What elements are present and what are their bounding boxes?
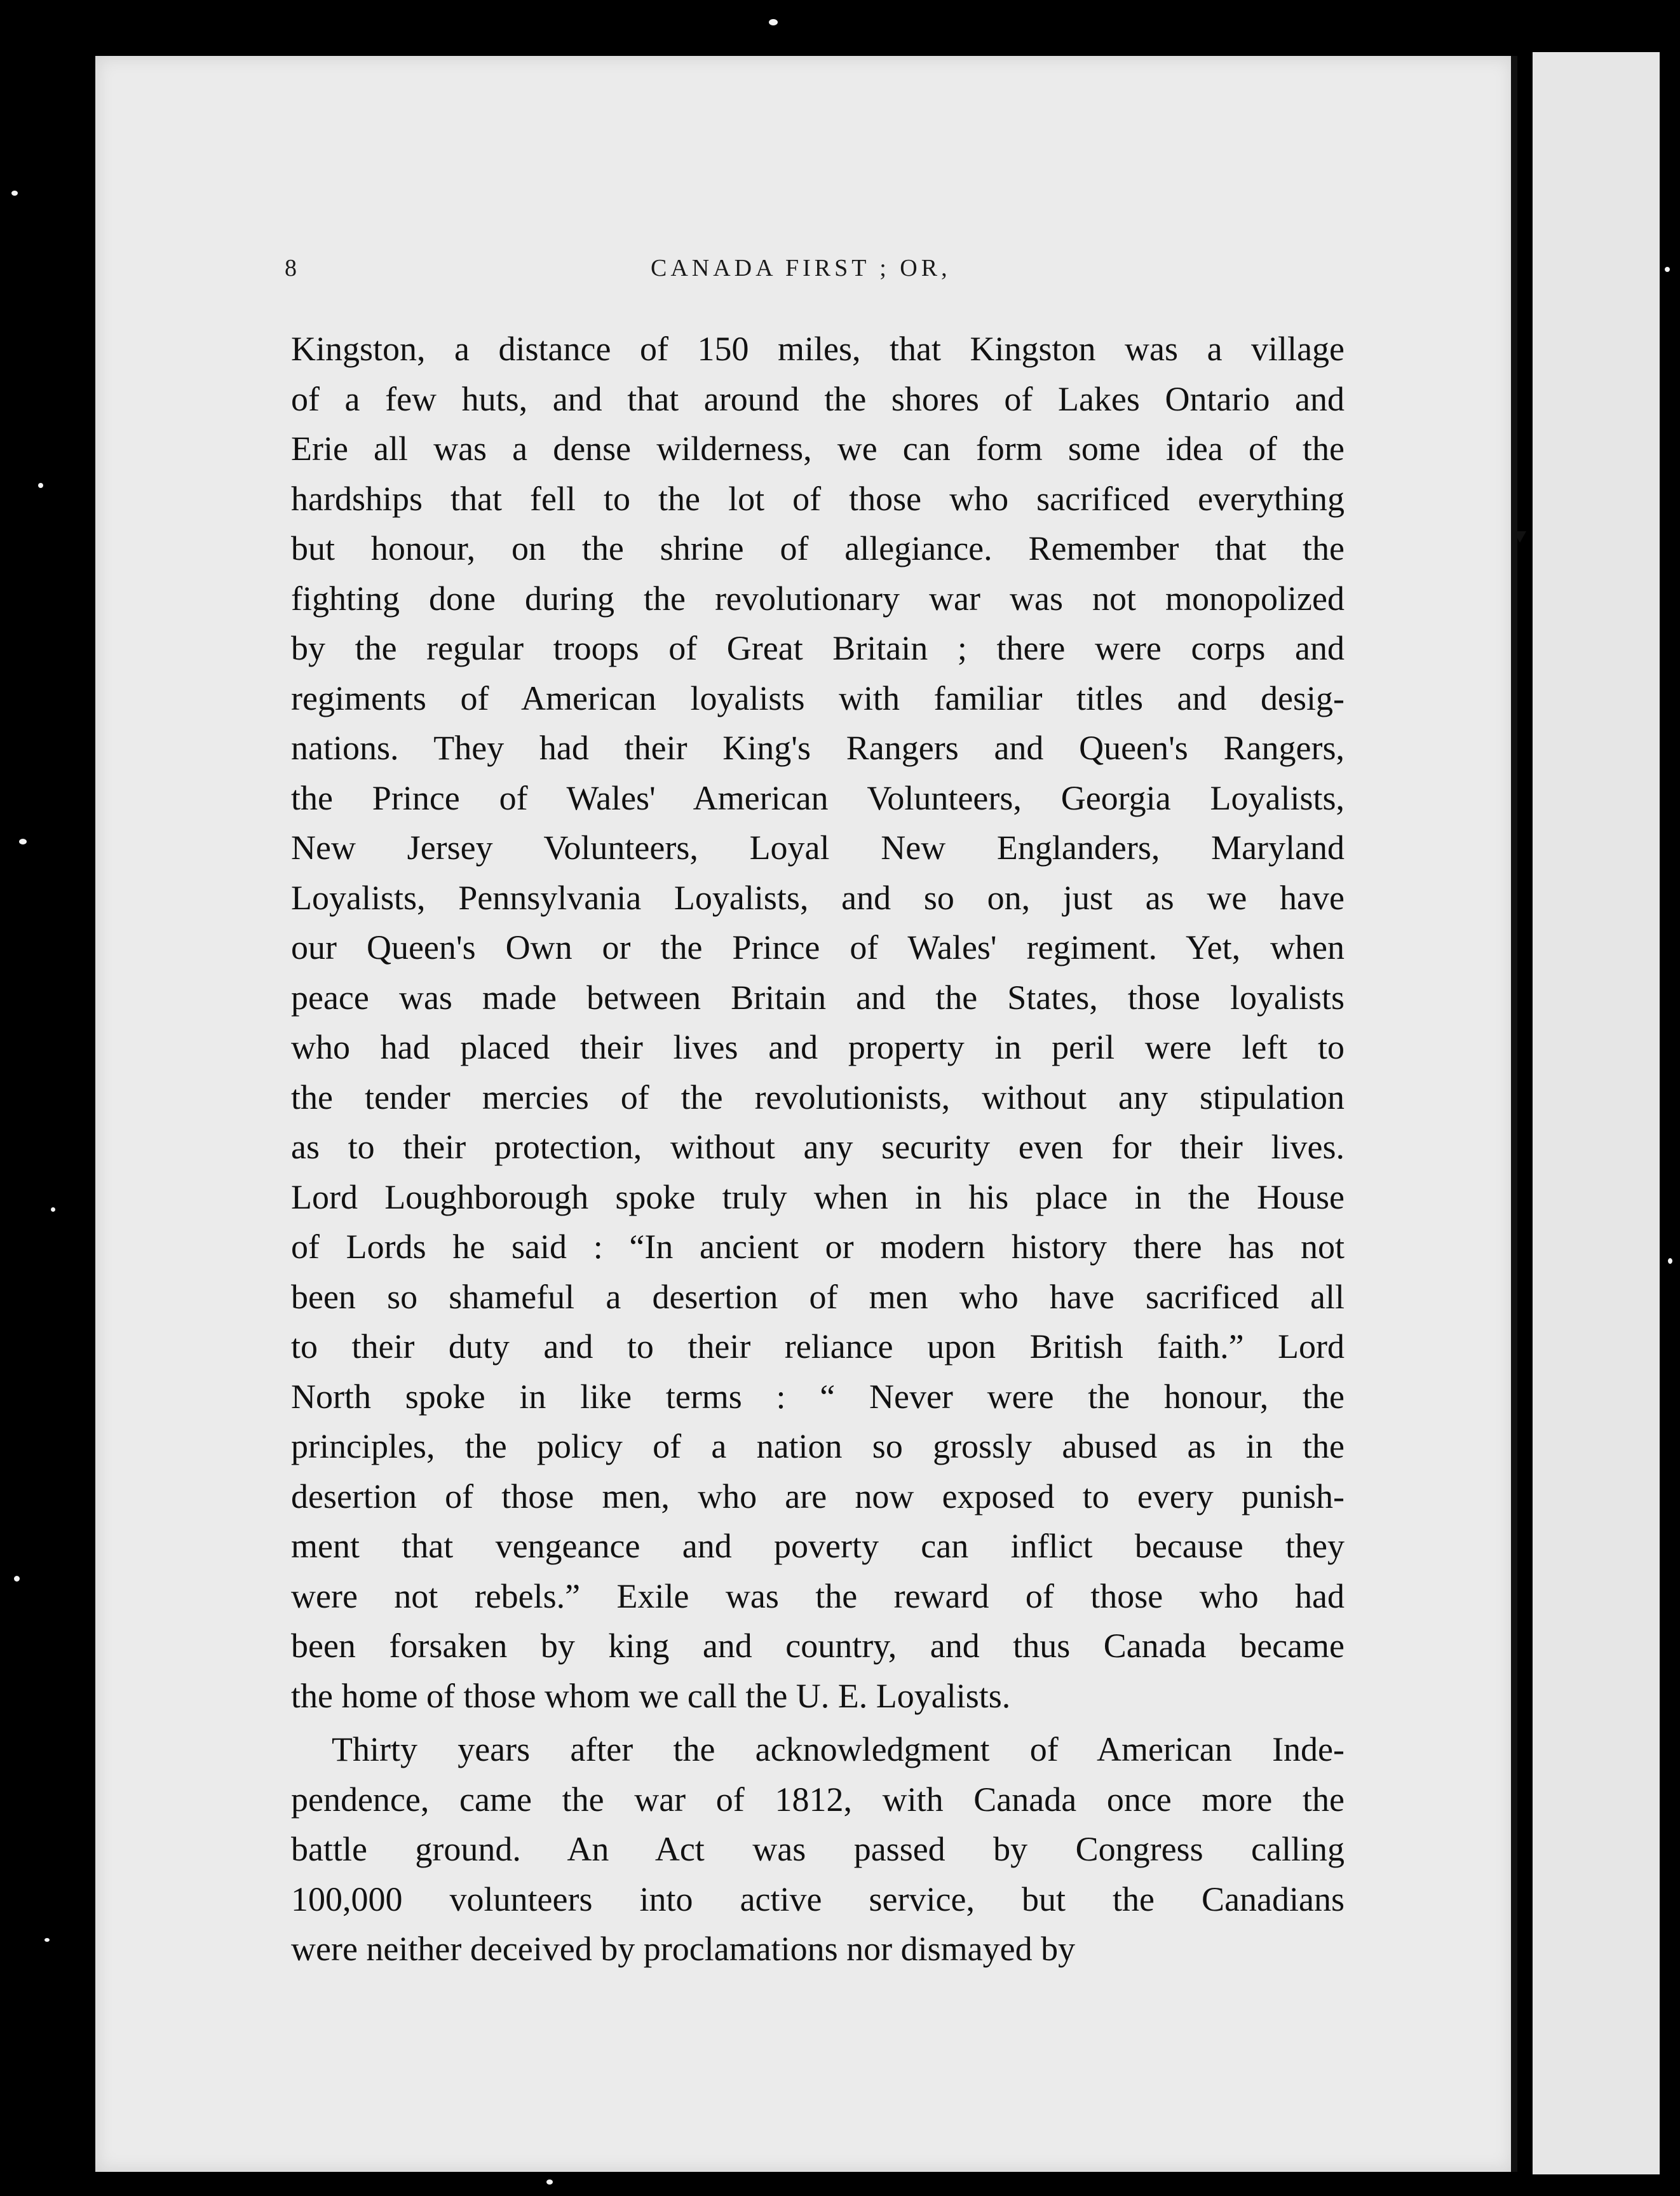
text-line: who had placed their lives and property in peril were left to — [291, 1028, 1345, 1066]
page-header — [285, 254, 1352, 299]
scan-speck — [546, 2179, 553, 2185]
text-line: peace was made between Britain and the States, those loyalists — [291, 978, 1345, 1017]
scan-speck — [38, 483, 43, 488]
scan-speck — [51, 1207, 55, 1212]
text-line: regiments of American loyalists with familiar titles and desig- — [291, 679, 1345, 717]
text-line: Lord Loughborough spoke truly when in his place in the House — [291, 1177, 1345, 1216]
scan-speck — [769, 19, 778, 25]
text-line: North spoke in like terms : “ Never were the honour, the — [291, 1377, 1345, 1416]
text-line: the Prince of Wales' American Volunteers, Georgia Loyalists, — [291, 778, 1345, 817]
text-line: by the regular troops of Great Britain ; there were corps and — [291, 629, 1345, 667]
text-line: desertion of those men, who are now exposed to every punish- — [291, 1477, 1345, 1515]
facing-page-edge — [1533, 52, 1660, 2174]
text-line: to their duty and to their reliance upon British faith.” Lord — [291, 1327, 1345, 1366]
text-line: hardships that fell to the lot of those who sacrificed everything — [291, 479, 1345, 518]
scan-speck — [14, 1576, 20, 1582]
text-line: were not rebels.” Exile was the reward of those who had — [291, 1576, 1345, 1615]
text-line: 100,000 volunteers into active service, but the Canadians — [291, 1880, 1345, 1918]
text-line: Thirty years after the acknowledgment of American Inde- — [332, 1730, 1345, 1768]
text-line: were neither deceived by proclamations nor dismayed by — [291, 1930, 1076, 1968]
text-line: principles, the policy of a nation so grossly abused as in the — [291, 1427, 1345, 1465]
text-line: battle ground. An Act was passed by Congress calling — [291, 1830, 1345, 1868]
paragraph — [291, 324, 1345, 1721]
text-line: been forsaken by king and country, and thus Canada became — [291, 1627, 1345, 1665]
text-line: as to their protection, without any security even for their lives. — [291, 1128, 1345, 1166]
scan-speck — [44, 1938, 50, 1942]
text-line: Erie all was a dense wilderness, we can form some idea of the — [291, 430, 1345, 468]
text-line: fighting done during the revolutionary war was not monopolized — [291, 579, 1345, 618]
text-line: but honour, on the shrine of allegiance. Remember that the — [291, 529, 1345, 567]
text-line: Kingston, a distance of 150 miles, that Kingston was a village — [291, 330, 1345, 368]
text-line: nations. They had their King's Rangers and Queen's Rangers, — [291, 729, 1345, 767]
running-head: CANADA FIRST ; OR, — [651, 255, 951, 281]
text-line: the home of those whom we call the U. E. Loyalists. — [291, 1676, 1011, 1715]
scan-speck — [19, 839, 27, 844]
scan-speck — [1665, 267, 1670, 272]
text-line: of Lords he said : “In ancient or modern history there has not — [291, 1228, 1345, 1266]
text-line: our Queen's Own or the Prince of Wales' regiment. Yet, when — [291, 928, 1345, 966]
body-text — [291, 324, 1345, 1974]
paragraph — [291, 1725, 1345, 1974]
scan-speck — [11, 191, 18, 196]
scan-speck — [1668, 1258, 1672, 1264]
text-line: been so shameful a desertion of men who have sacrificed all — [291, 1277, 1345, 1316]
gutter-mark — [1514, 531, 1526, 543]
text-line: ment that vengeance and poverty can inflict because they — [291, 1527, 1345, 1565]
text-line: New Jersey Volunteers, Loyal New Englanders, Maryland — [291, 829, 1345, 867]
text-line: the tender mercies of the revolutionists, without any stipulation — [291, 1078, 1345, 1116]
page-gutter — [1511, 56, 1517, 2172]
text-line: Loyalists, Pennsylvania Loyalists, and so on, just as we have — [291, 878, 1345, 917]
text-line: of a few huts, and that around the shores of Lakes Ontario and — [291, 379, 1345, 418]
text-line: pendence, came the war of 1812, with Canada once more the — [291, 1780, 1345, 1819]
page-number: 8 — [285, 255, 301, 281]
